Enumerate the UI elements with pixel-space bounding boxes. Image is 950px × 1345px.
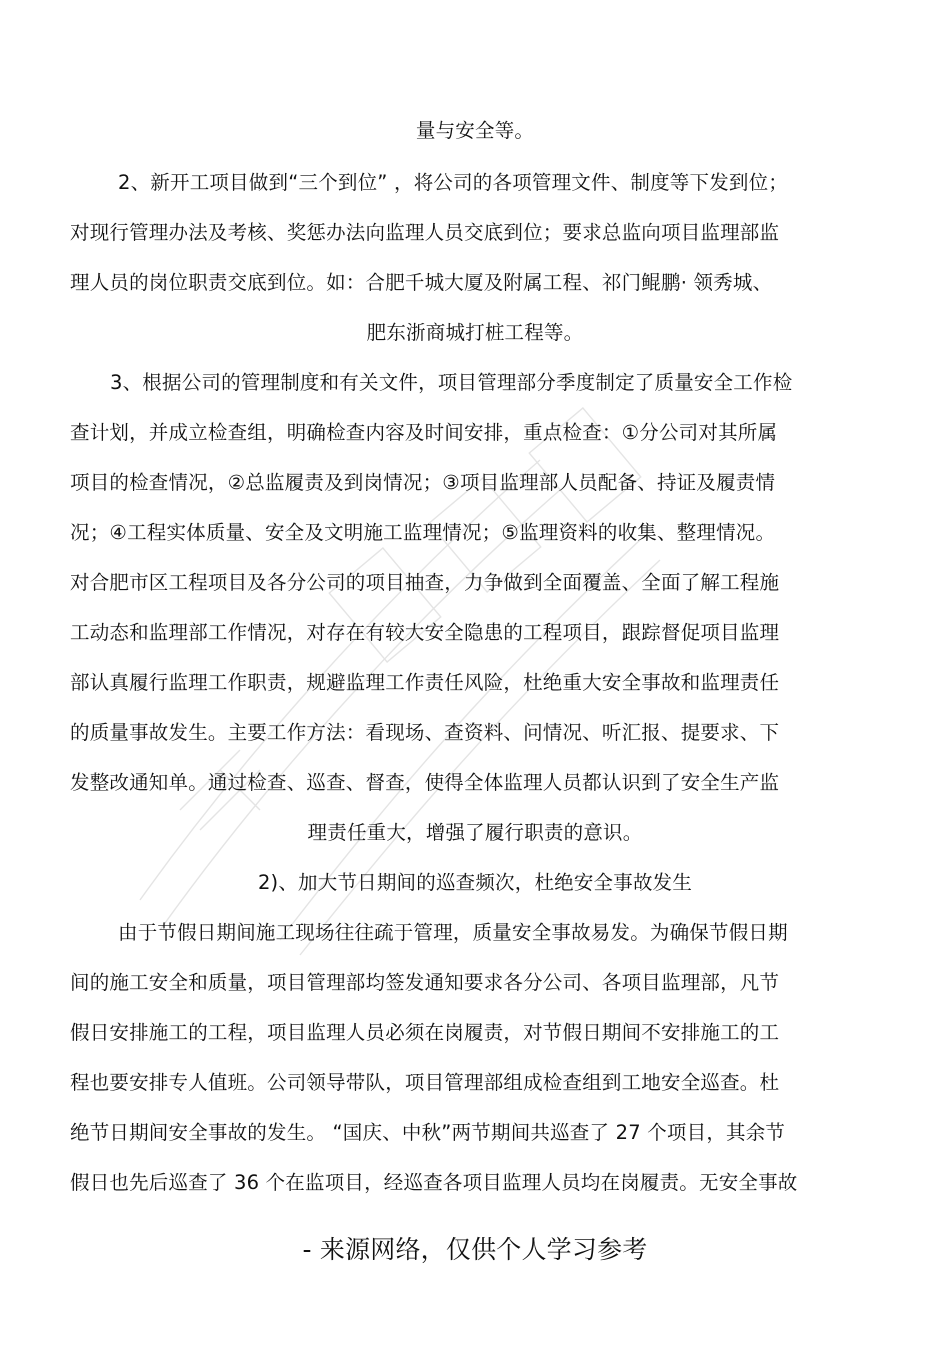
text-line: 工动态和监理部工作情况，对存在有较大安全隐患的工程项目，跟踪督促项目监理 (70, 621, 780, 644)
text-line: 2、新开工项目做到“三个到位” ，将公司的各项管理文件、制度等下发到位； (118, 171, 789, 194)
text-line: 理责任重大，增强了履行职责的意识。 (307, 821, 643, 844)
text-line: 量与安全等。 (415, 119, 535, 142)
text-line: 3、根据公司的管理制度和有关文件，项目管理部分季度制定了质量安全工作检 (110, 371, 793, 394)
text-line: 假日也先后巡查了 36 个在监项目，经巡查各项目监理人员均在岗履责。无安全事故 (70, 1171, 798, 1194)
text-line: 发整改通知单。通过检查、巡查、督查，使得全体监理人员都认识到了安全生产监 (70, 771, 780, 794)
text-line: 对现行管理办法及考核、奖惩办法向监理人员交底到位；要求总监向项目监理部监 (70, 221, 780, 244)
text-line: 间的施工安全和质量，项目管理部均签发通知要求各分公司、各项目监理部，凡节 (70, 971, 780, 994)
text-line: 假日安排施工的工程，项目监理人员必须在岗履责，对节假日期间不安排施工的工 (70, 1021, 780, 1044)
text-line: 程也要安排专人值班。公司领导带队，项目管理部组成检查组到工地安全巡查。杜 (70, 1071, 780, 1094)
text-line: 查计划，并成立检查组，明确检查内容及时间安排，重点检查：①分公司对其所属 (70, 421, 778, 444)
text-line: 理人员的岗位职责交底到位。如：合肥千城大厦及附属工程、祁门鲲鹏· 领秀城、 (70, 271, 773, 294)
page-footer: - 来源网络，仅供个人学习参考 (302, 1235, 648, 1264)
text-line: 的质量事故发生。主要工作方法：看现场、查资料、问情况、听汇报、提要求、下 (70, 721, 780, 744)
text-line: 部认真履行监理工作职责，规避监理工作责任风险，杜绝重大安全事故和监理责任 (70, 671, 780, 694)
text-line: 况；④工程实体质量、安全及文明施工监理情况；⑤监理资料的收集、整理情况。 (70, 521, 776, 544)
text-line: 绝节日期间安全事故的发生。 “国庆、中秋”两节期间共巡查了 27 个项目，其余节 (70, 1121, 786, 1144)
section-heading: 2)、加大节日期间的巡查频次，杜绝安全事故发生 (257, 871, 693, 894)
text-line: 由于节假日期间施工现场往往疏于管理，质量安全事故易发。为确保节假日期 (118, 921, 788, 944)
text-line: 对合肥市区工程项目及各分公司的项目抽查，力争做到全面覆盖、全面了解工程施 (70, 571, 780, 594)
text-line: 肥东浙商城打桩工程等。 (366, 321, 584, 344)
text-line: 项目的检查情况，②总监履责及到岗情况；③项目监理部人员配备、持证及履责情 (70, 471, 776, 494)
